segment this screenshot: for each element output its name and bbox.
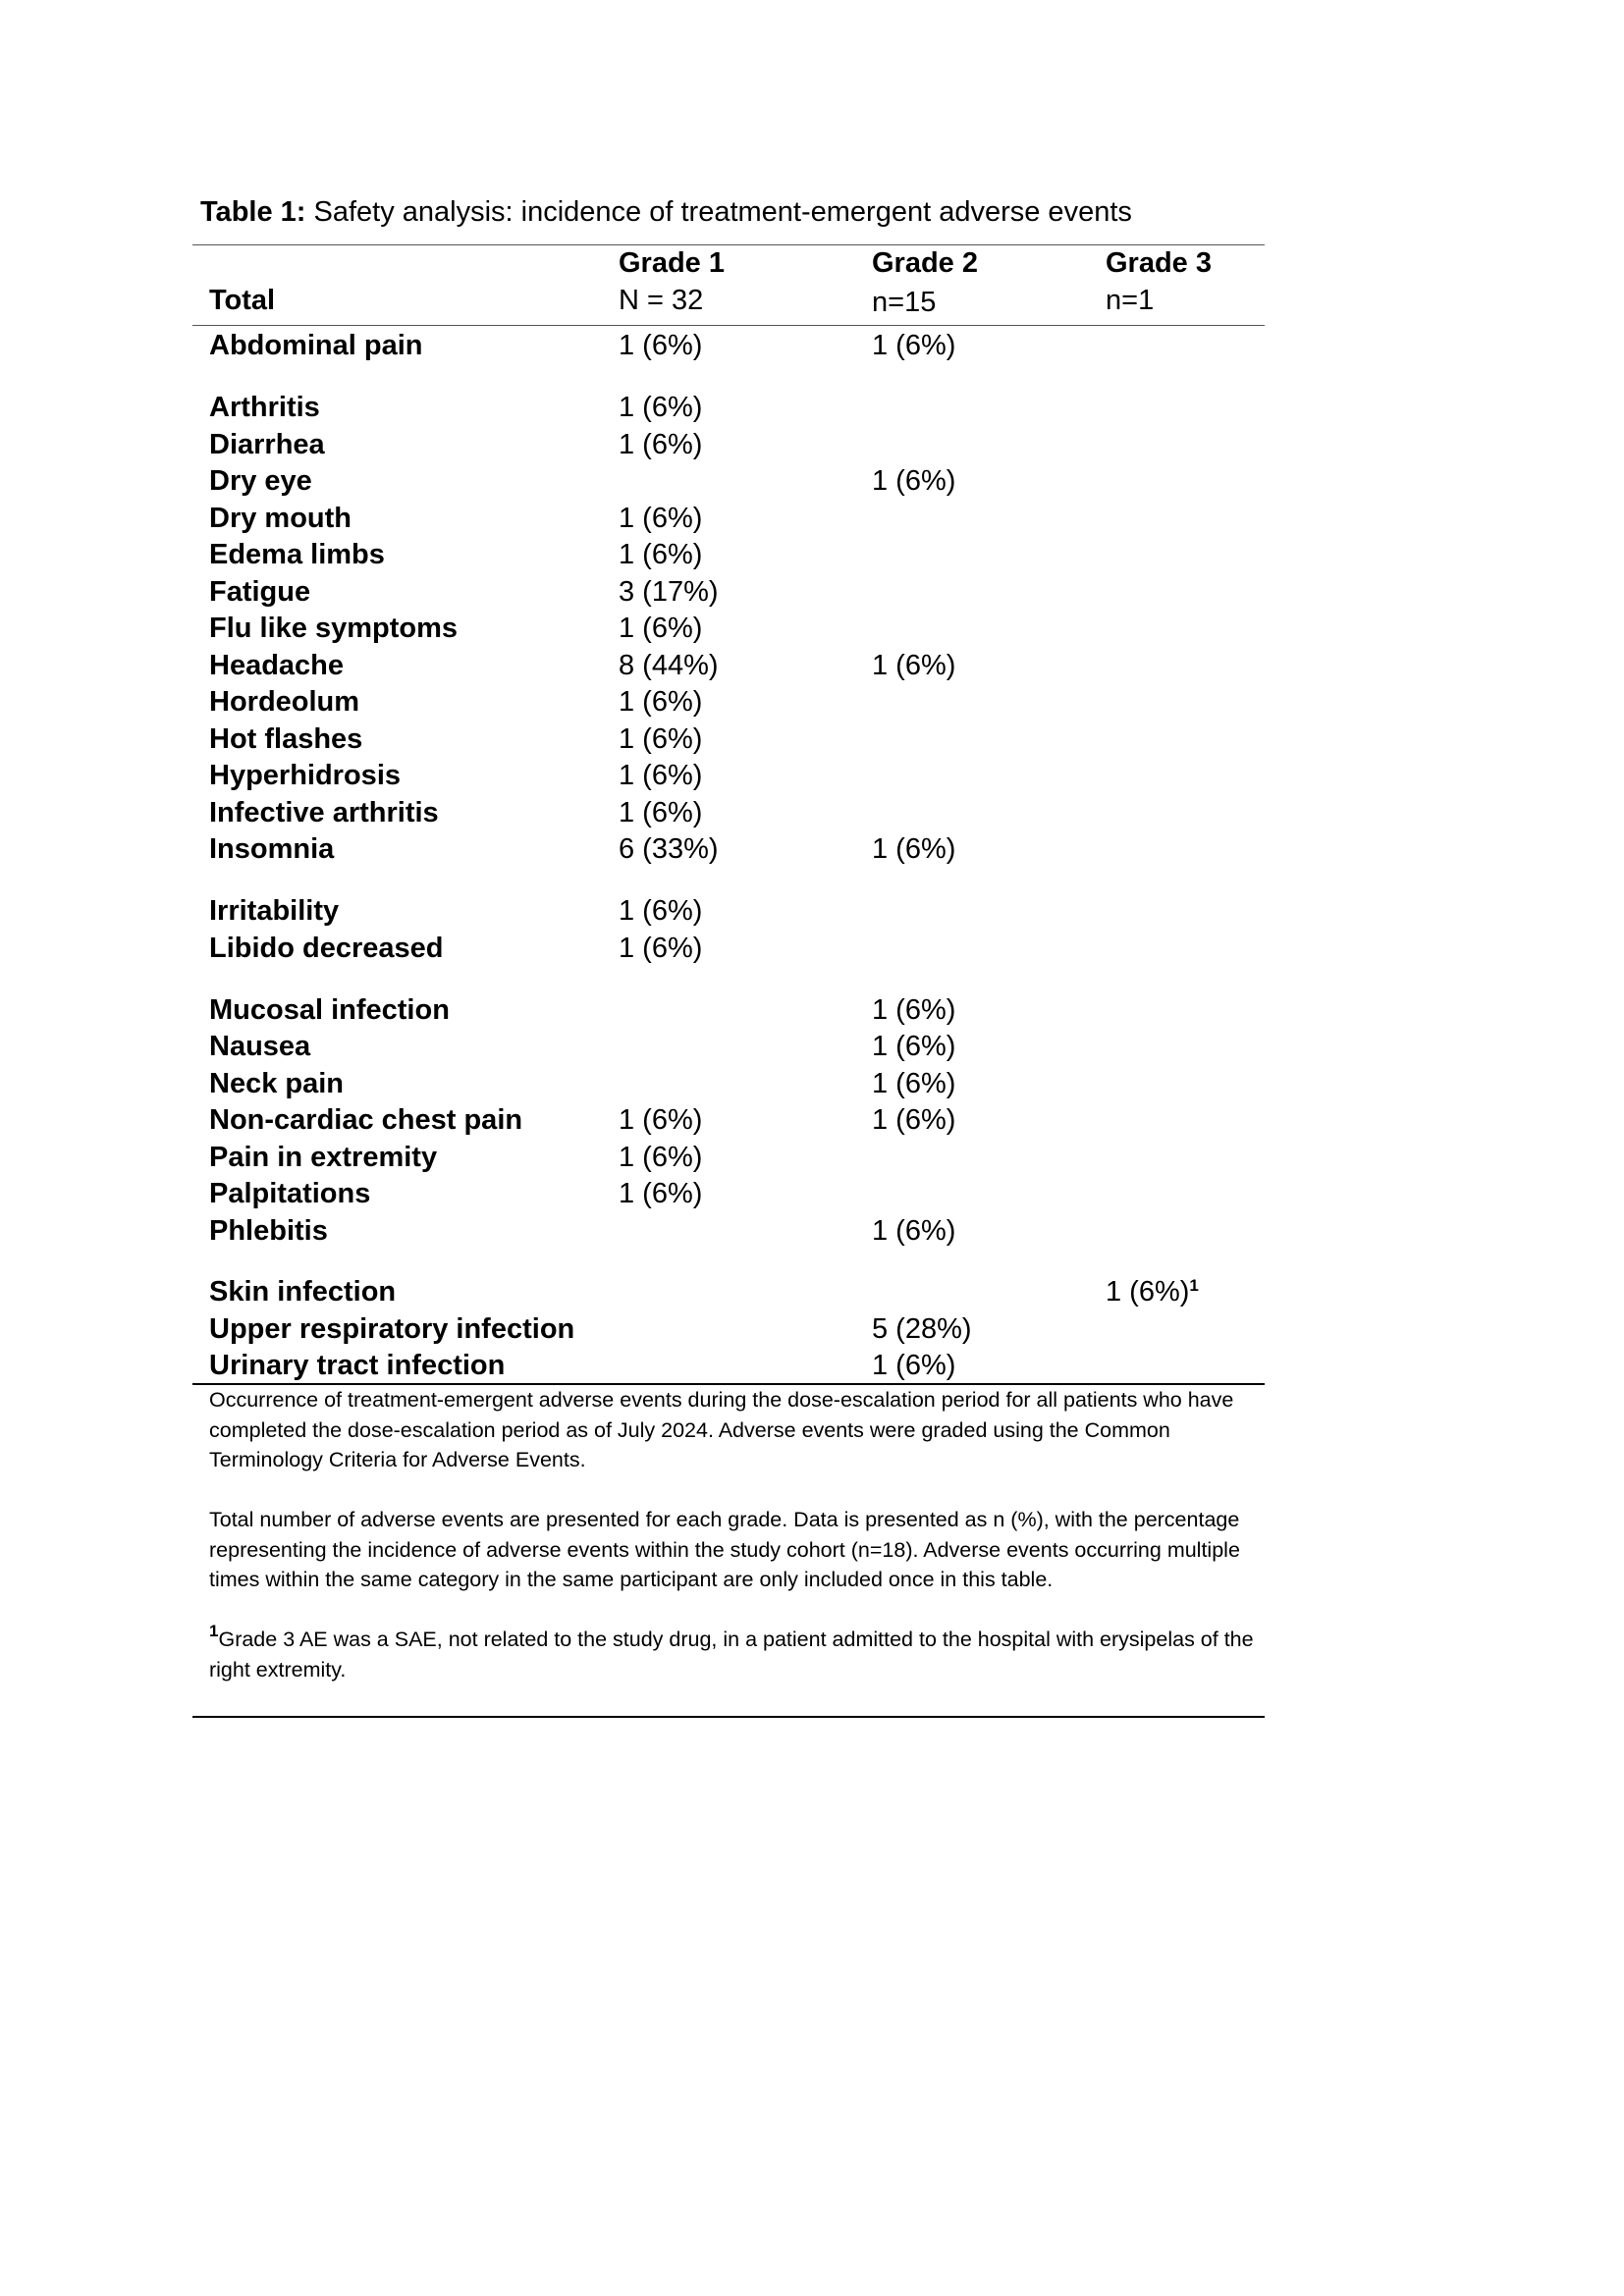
grade2-cell: 1 (6%) — [872, 1031, 956, 1062]
grade2-cell: 1 (6%) — [872, 465, 956, 497]
event-name: Skin infection — [209, 1276, 397, 1308]
table-row — [0, 1101, 1624, 1139]
notes-paragraph-2: Total number of adverse events are presented for each grade. Data is presented as n (%), with the percentage representing the incidence of adverse events within the study cohort (n=18). Adverse events occurring multiple times within the same category in the same participant are only included once in this table. — [209, 1508, 1240, 1591]
event-name: Arthritis — [209, 392, 320, 423]
table-row — [0, 500, 1624, 537]
table-row — [0, 757, 1624, 794]
grade1-cell: 3 (17%) — [619, 576, 719, 608]
table-row — [0, 1347, 1624, 1384]
event-name: Pain in extremity — [209, 1142, 438, 1173]
grade2-cell: 5 (28%) — [872, 1313, 972, 1345]
event-name: Edema limbs — [209, 539, 385, 570]
table-row — [0, 1175, 1624, 1212]
event-name: Upper respiratory infection — [209, 1313, 575, 1345]
event-name: Urinary tract infection — [209, 1350, 506, 1381]
grade1-cell: 1 (6%) — [619, 686, 703, 718]
grade1-cell: 1 (6%) — [619, 1142, 703, 1173]
grade1-cell: 8 (44%) — [619, 650, 719, 681]
table-row — [0, 830, 1624, 868]
grade1-cell: 1 (6%) — [619, 723, 703, 755]
footnote-text: Grade 3 AE was a SAE, not related to the study drug, in a patient admitted to the hospital with erysipelas of the right extremity. — [209, 1628, 1254, 1682]
event-name: Fatigue — [209, 576, 311, 608]
grade1-cell: 1 (6%) — [619, 895, 703, 927]
caption-label: Table 1: — [200, 196, 306, 228]
table-bottom-rule — [192, 1716, 1265, 1718]
table-row — [0, 647, 1624, 684]
column-n-grade1: N = 32 — [619, 285, 704, 316]
table-row — [0, 327, 1624, 364]
grade1-cell: 1 (6%) — [619, 1104, 703, 1136]
column-n-grade2: n=15 — [872, 287, 937, 318]
column-header-grade2: Grade 2 — [872, 247, 978, 279]
table-row — [0, 536, 1624, 573]
row-header-total: Total — [209, 285, 276, 316]
header-rule — [192, 325, 1265, 326]
table-row — [0, 1028, 1624, 1065]
table-row — [0, 892, 1624, 930]
table-row — [0, 930, 1624, 967]
event-name: Abdominal pain — [209, 330, 423, 361]
grade3-value: 1 (6%) — [1106, 1276, 1190, 1308]
grade1-cell: 1 (6%) — [619, 760, 703, 791]
grade2-cell: 1 (6%) — [872, 994, 956, 1026]
column-header-grade3: Grade 3 — [1106, 247, 1212, 279]
event-name: Dry eye — [209, 465, 312, 497]
event-name: Neck pain — [209, 1068, 344, 1099]
grade1-cell: 1 (6%) — [619, 503, 703, 534]
grade2-cell: 1 (6%) — [872, 1215, 956, 1247]
event-name: Non-cardiac chest pain — [209, 1104, 523, 1136]
table-row — [0, 1139, 1624, 1176]
table-row — [0, 1273, 1624, 1310]
event-name: Mucosal infection — [209, 994, 450, 1026]
grade1-cell: 1 (6%) — [619, 797, 703, 828]
table-row — [0, 1310, 1624, 1348]
caption-text: Safety analysis: incidence of treatment-emergent adverse events — [305, 196, 1132, 228]
event-name: Libido decreased — [209, 933, 444, 964]
top-rule — [192, 244, 1265, 245]
grade2-cell: 1 (6%) — [872, 833, 956, 865]
grade1-cell: 1 (6%) — [619, 1178, 703, 1209]
table-caption — [200, 192, 1132, 232]
grade2-cell: 1 (6%) — [872, 1350, 956, 1381]
event-name: Hot flashes — [209, 723, 363, 755]
event-name: Dry mouth — [209, 503, 352, 534]
table-row — [0, 610, 1624, 647]
event-name: Diarrhea — [209, 429, 325, 460]
event-name: Hordeolum — [209, 686, 360, 718]
grade1-cell: 1 (6%) — [619, 933, 703, 964]
table-row — [0, 573, 1624, 611]
table-row — [0, 1065, 1624, 1102]
event-name: Nausea — [209, 1031, 311, 1062]
table-row — [0, 991, 1624, 1029]
grade1-cell: 6 (33%) — [619, 833, 719, 865]
notes-footnote — [209, 1622, 1260, 1684]
event-name: Infective arthritis — [209, 797, 439, 828]
event-name: Phlebitis — [209, 1215, 328, 1247]
table-row — [0, 683, 1624, 721]
event-name: Palpitations — [209, 1178, 371, 1209]
table-row — [0, 389, 1624, 426]
event-name: Insomnia — [209, 833, 335, 865]
grade1-cell: 1 (6%) — [619, 429, 703, 460]
event-name: Headache — [209, 650, 345, 681]
table-row — [0, 462, 1624, 500]
table-row — [0, 721, 1624, 758]
grade1-cell: 1 (6%) — [619, 613, 703, 644]
table-row — [0, 426, 1624, 463]
event-name: Flu like symptoms — [209, 613, 459, 644]
grade2-cell: 1 (6%) — [872, 1068, 956, 1099]
grade1-cell: 1 (6%) — [619, 392, 703, 423]
event-name: Hyperhidrosis — [209, 760, 401, 791]
table-row — [0, 1212, 1624, 1250]
event-name: Irritability — [209, 895, 340, 927]
notes-paragraph-1: Occurrence of treatment-emergent adverse events during the dose-escalation period for all patients who have completed the dose-escalation period as of July 2024. Adverse events were graded using the Common Terminology Criteria for Adverse Events. — [209, 1388, 1234, 1471]
table-row — [0, 794, 1624, 831]
table-notes — [209, 1385, 1260, 1684]
grade1-cell: 1 (6%) — [619, 539, 703, 570]
column-header-grade1: Grade 1 — [619, 247, 725, 279]
grade2-cell: 1 (6%) — [872, 650, 956, 681]
grade2-cell: 1 (6%) — [872, 1104, 956, 1136]
grade2-cell: 1 (6%) — [872, 330, 956, 361]
grade1-cell: 1 (6%) — [619, 330, 703, 361]
footnote-marker: 1 — [1189, 1276, 1199, 1295]
column-n-grade3: n=1 — [1106, 285, 1155, 316]
footnote-marker: 1 — [209, 1622, 219, 1640]
grade3-cell — [1106, 1273, 1199, 1310]
